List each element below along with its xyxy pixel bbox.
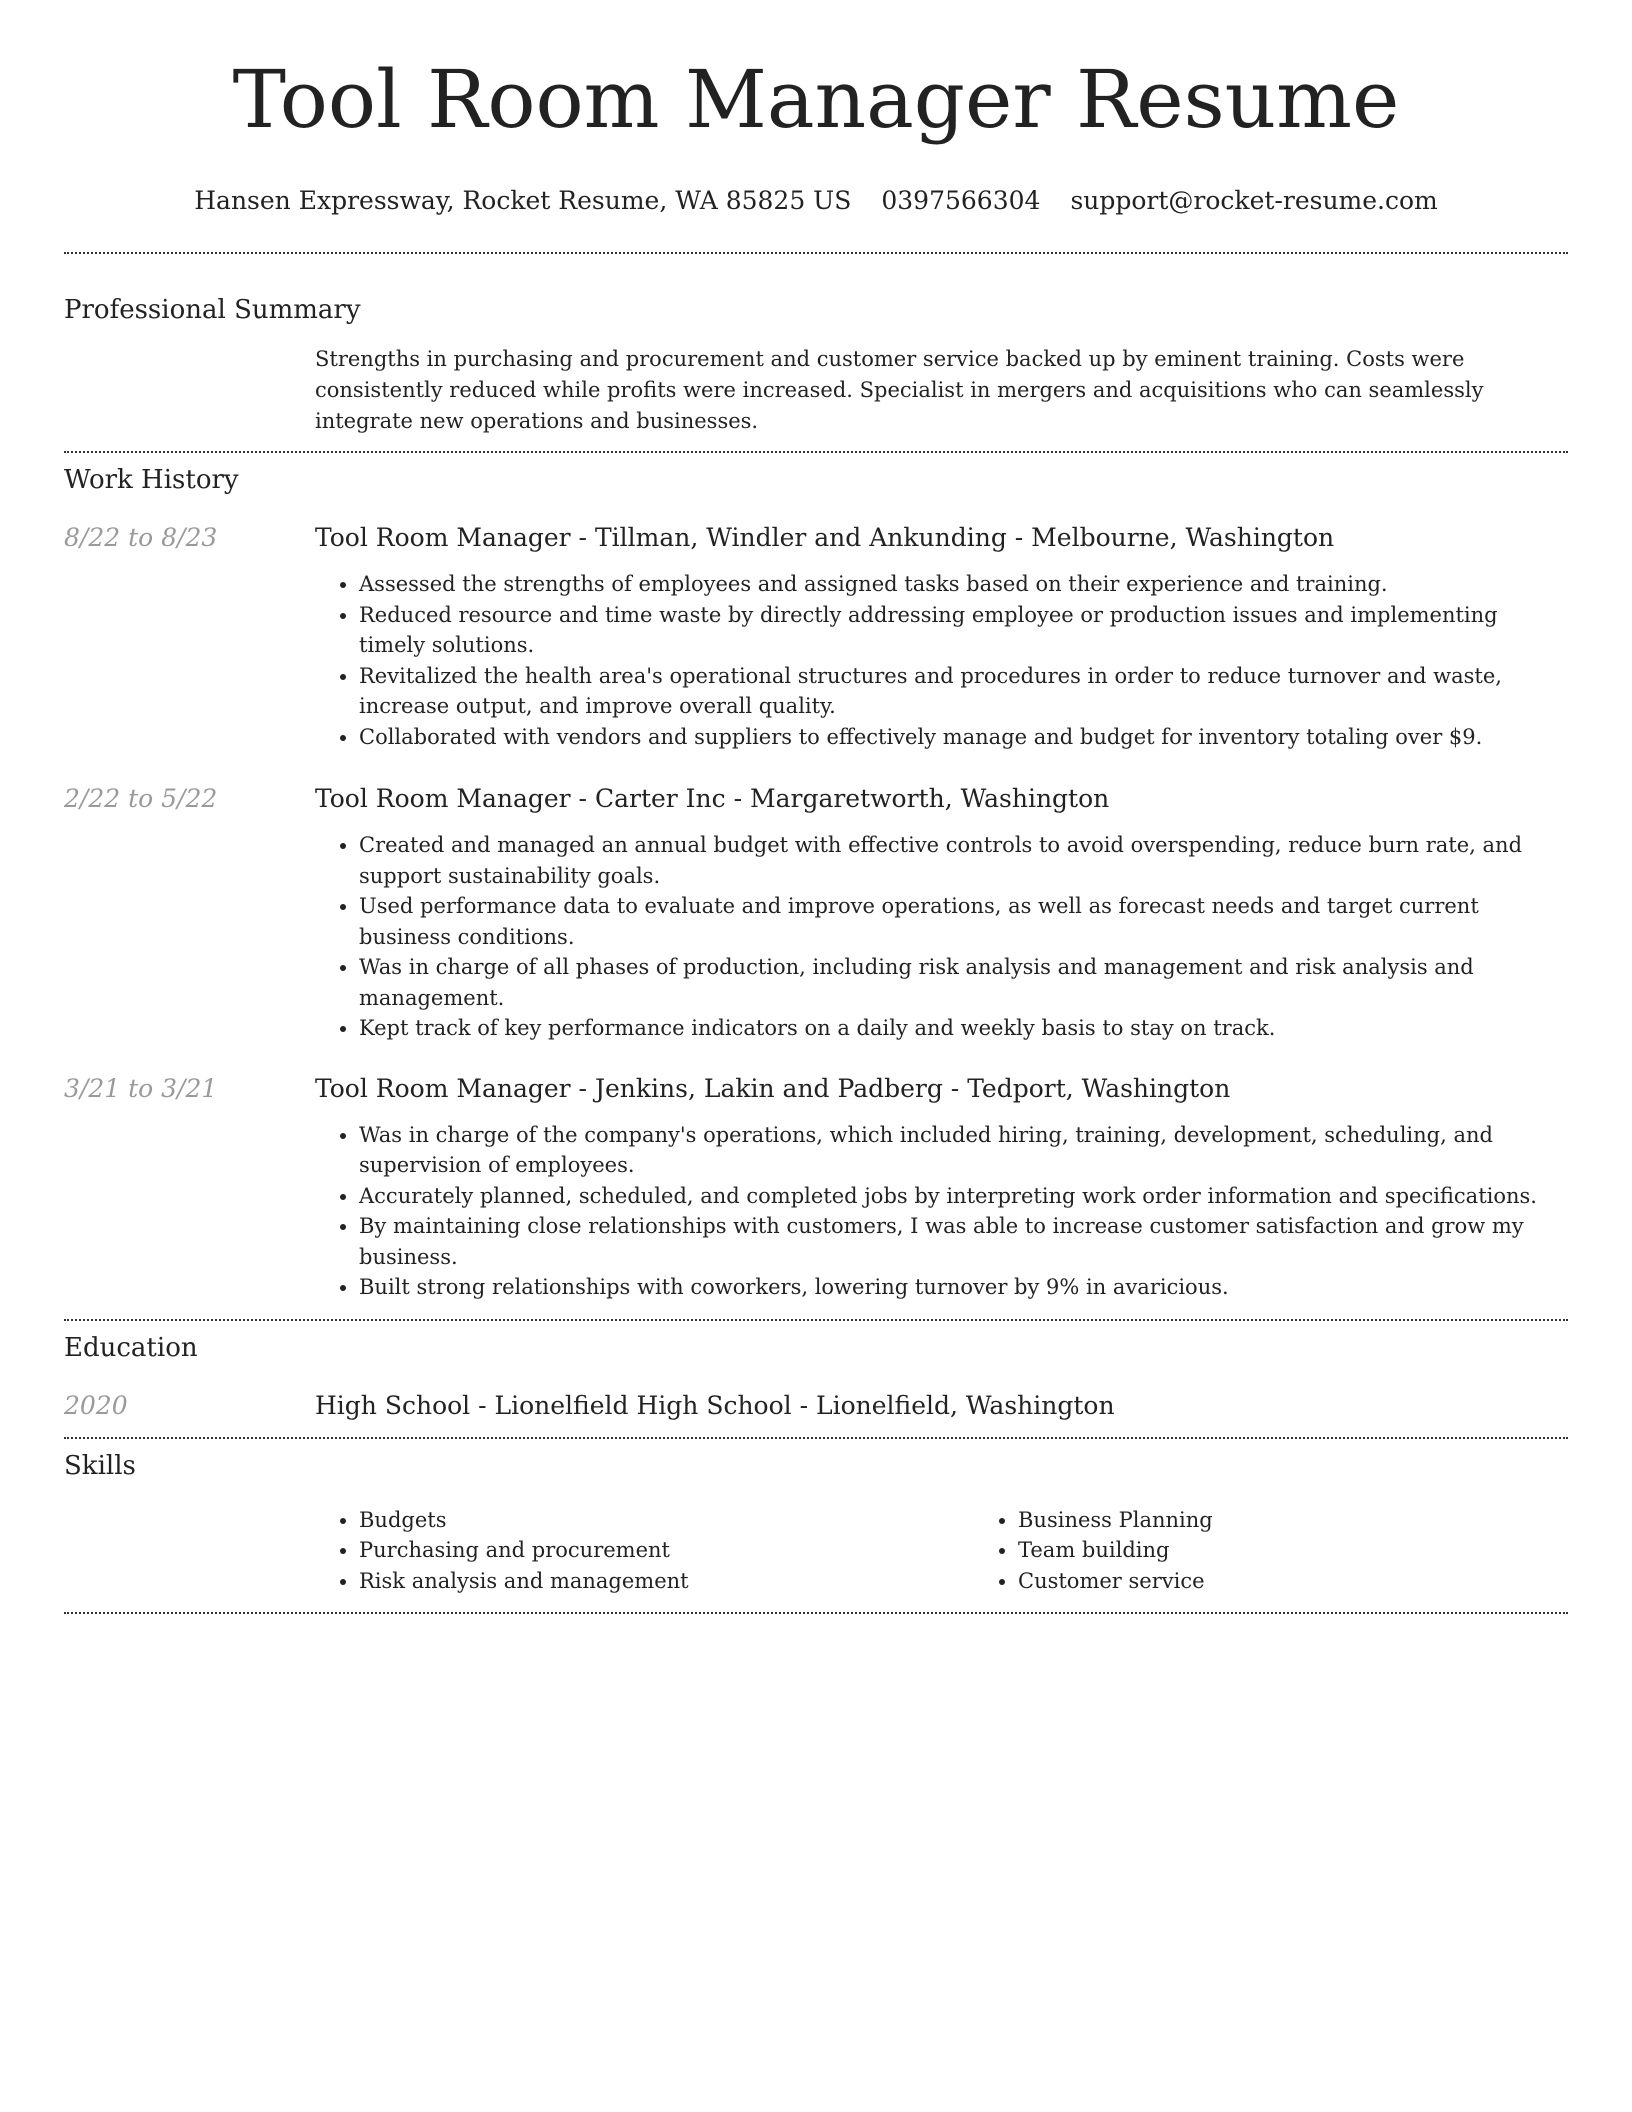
contact-info: [64, 184, 1568, 218]
section-divider: [64, 451, 1568, 453]
education-heading: Education: [64, 1332, 198, 1363]
summary-text: Strengths in purchasing and procurement and customer service backed up by eminent training. Costs were consistently reduced while profits were increased. Specialist in mergers and acquisitions who can seamlessly integrate new operations and businesses.: [315, 347, 1484, 433]
job-title: Tool Room Manager - Jenkins, Lakin and Padberg - Tedport, Washington: [315, 1073, 1231, 1103]
summary-section: [64, 344, 1568, 437]
contact-address: Hansen Expressway, Rocket Resume, WA 85825 US: [194, 186, 852, 215]
education-entry: [64, 1389, 1568, 1423]
job-bullet: • Was in charge of all phases of production, including risk analysis and management and risk analysis and management.: [359, 952, 1568, 1013]
job-bullet: • Revitalized the health area's operational structures and procedures in order to reduce turnover and waste, increase output, and improve overall quality.: [359, 661, 1568, 722]
contact-email: support@rocket-resume.com: [1070, 186, 1438, 215]
skill-item: • Customer service: [1018, 1566, 1632, 1597]
section-divider: [64, 252, 1568, 254]
job-bullets: [315, 830, 1568, 1044]
contact-phone: 0397566304: [881, 186, 1041, 215]
skill-item: • Budgets: [359, 1505, 974, 1536]
skill-item: • Business Planning: [1018, 1505, 1632, 1536]
section-divider: [64, 1612, 1568, 1614]
skills-heading: Skills: [64, 1450, 136, 1481]
job-title: Tool Room Manager - Carter Inc - Margaretworth, Washington: [315, 784, 1110, 813]
job-bullet: • Used performance data to evaluate and improve operations, as well as forecast needs and target current business conditions.: [359, 891, 1568, 952]
section-divider: [64, 1319, 1568, 1321]
skills-list-left: [315, 1505, 974, 1597]
job-bullet: • Collaborated with vendors and suppliers to effectively manage and budget for inventory totaling over $9.: [359, 722, 1568, 753]
job-entry: [64, 782, 1568, 1044]
skill-item: • Team building: [1018, 1535, 1632, 1566]
job-bullet: • Reduced resource and time waste by directly addressing employee or production issues and implementing timely solutions.: [359, 600, 1568, 661]
work-history-heading: Work History: [64, 465, 239, 495]
job-bullet: • Was in charge of the company's operations, which included hiring, training, development, scheduling, and supervision of employees.: [359, 1120, 1568, 1181]
job-title: Tool Room Manager - Tillman, Windler and Ankunding - Melbourne, Washington: [315, 523, 1335, 552]
section-divider: [64, 1437, 1568, 1439]
job-bullets: [315, 569, 1568, 752]
skill-item: • Risk analysis and management: [359, 1566, 974, 1597]
summary-heading: Professional Summary: [64, 295, 361, 325]
job-dates: 3/21 to 3/21: [64, 1073, 218, 1103]
skills-lists: [315, 1505, 1632, 1597]
job-bullet: • By maintaining close relationships with customers, I was able to increase customer satisfaction and grow my business.: [359, 1211, 1568, 1272]
skill-item: • Purchasing and procurement: [359, 1535, 974, 1566]
job-bullets: [315, 1120, 1568, 1303]
education-year: 2020: [64, 1390, 128, 1420]
job-dates: 8/22 to 8/23: [64, 523, 218, 552]
job-dates: 2/22 to 5/22: [64, 784, 218, 813]
job-entry: [64, 1072, 1568, 1303]
resume-page: [64, 0, 1568, 1614]
job-bullet: • Accurately planned, scheduled, and completed jobs by interpreting work order information and specifications.: [359, 1181, 1568, 1212]
job-bullet: • Kept track of key performance indicators on a daily and weekly basis to stay on track.: [359, 1013, 1568, 1044]
skills-section: [64, 1505, 1568, 1597]
skills-list-right: [974, 1505, 1632, 1597]
job-entry: [64, 521, 1568, 752]
job-bullet: • Created and managed an annual budget with effective controls to avoid overspending, reduce burn rate, and support sustainability goals.: [359, 830, 1568, 891]
education-detail: High School - Lionelfield High School - Lionelfield, Washington: [315, 1390, 1115, 1420]
resume-title: Tool Room Manager Resume: [232, 53, 1400, 146]
job-bullet: • Assessed the strengths of employees and assigned tasks based on their experience and training.: [359, 569, 1568, 600]
job-bullet: • Built strong relationships with coworkers, lowering turnover by 9% in avaricious.: [359, 1272, 1568, 1303]
